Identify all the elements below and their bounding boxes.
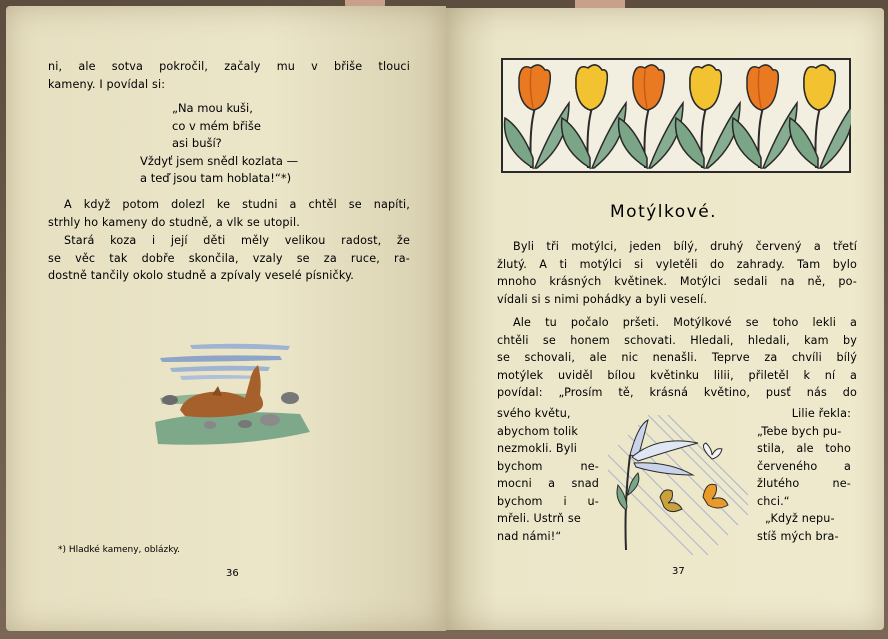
text-line: abychom tolik xyxy=(497,424,578,438)
text-line: ni, ale sotva pokročil, začaly mu v břiše tlouci xyxy=(48,60,410,73)
verse-line: asi buší? xyxy=(172,136,222,150)
text-line: povídal: „Prosím tě, krásná květino, pusť nás do xyxy=(497,386,857,399)
text-line: svého květu, xyxy=(497,407,571,420)
text-line: bychom ne- xyxy=(497,459,599,473)
right-paragraph-1 xyxy=(497,238,857,308)
wolf-verse xyxy=(140,100,298,188)
text-line: chtěli se honem schovati. Hledali, hledali, kam by xyxy=(497,333,857,347)
left-opening-lines xyxy=(48,58,410,93)
right-paragraph-2 xyxy=(497,314,857,402)
left-paragraph-3 xyxy=(48,232,410,285)
text-line: mřeli. Ustrň se xyxy=(497,512,581,525)
text-line: červeného a xyxy=(757,459,851,473)
text-line: se schovali, ale nic nenašli. Teprve za chvíli bílý xyxy=(497,351,857,364)
text-line: Lilie řekla: xyxy=(791,407,851,420)
tulip-border-illustration xyxy=(501,58,851,173)
text-line: kameny. I povídal si: xyxy=(48,77,166,91)
wolf-illustration xyxy=(150,340,315,455)
right-column-right xyxy=(757,405,851,545)
text-line: stíš mých bra- xyxy=(757,529,839,543)
footnote: *) Hladké kameny, oblázky. xyxy=(58,545,181,555)
text-line: Stará koza i její děti měly velikou radost, že xyxy=(64,234,410,247)
page-number-right: 37 xyxy=(672,566,685,577)
verse-line: „Na mou kuši, xyxy=(172,101,253,115)
lily-butterflies-illustration xyxy=(608,415,748,555)
text-line: dostně tančily okolo studně a zpívaly veselé písničky. xyxy=(48,269,354,282)
text-line: „Když nepu- xyxy=(765,512,835,525)
text-line: „Tebe bych pu- xyxy=(757,424,842,438)
verse-line: a teď jsou tam hoblata!“*) xyxy=(140,171,292,185)
text-line: stila, ale toho xyxy=(757,442,851,455)
text-line: mnoho krásných květinek. Motýlci sedali na ně, po- xyxy=(497,275,857,288)
text-line: chci.“ xyxy=(757,494,790,508)
text-line: Ale tu počalo pršeti. Motýlkové se toho lekli a xyxy=(513,316,857,329)
text-line: žlutého ne- xyxy=(757,477,851,490)
text-line: strhly ho kameny do studně, a vlk se utopil. xyxy=(48,215,300,229)
left-paragraph-2 xyxy=(48,196,410,231)
text-line: Byli tři motýlci, jeden bílý, druhý červený a třetí xyxy=(513,240,857,253)
text-line: motýlek uviděl bílou květinku lilii, přiletěl k ní a xyxy=(497,368,857,382)
page-number-left: 36 xyxy=(226,568,239,579)
text-line: žlutý. A ti motýlci si vyletěli do zahrady. Tam bylo xyxy=(497,257,857,271)
text-line: nad námi!“ xyxy=(497,529,562,543)
text-line: nezmokli. Byli xyxy=(497,442,578,455)
verse-line: Vždyť jsem snědl kozlata — xyxy=(140,153,299,168)
verse-line: co v mém břiše xyxy=(172,118,261,133)
text-line: vídali si s nimi pohádky a byli veselí. xyxy=(497,292,708,306)
right-column-left xyxy=(497,405,599,545)
text-line: A když potom dolezl ke studni a chtěl se napíti, xyxy=(64,198,410,211)
story-title: Motýlkové. xyxy=(610,202,718,222)
text-line: se věc tak dobře skončila, vzaly se za ruce, ra- xyxy=(48,251,410,265)
text-line: bychom i u- xyxy=(497,494,599,508)
text-line: mocni a snad xyxy=(497,477,599,490)
